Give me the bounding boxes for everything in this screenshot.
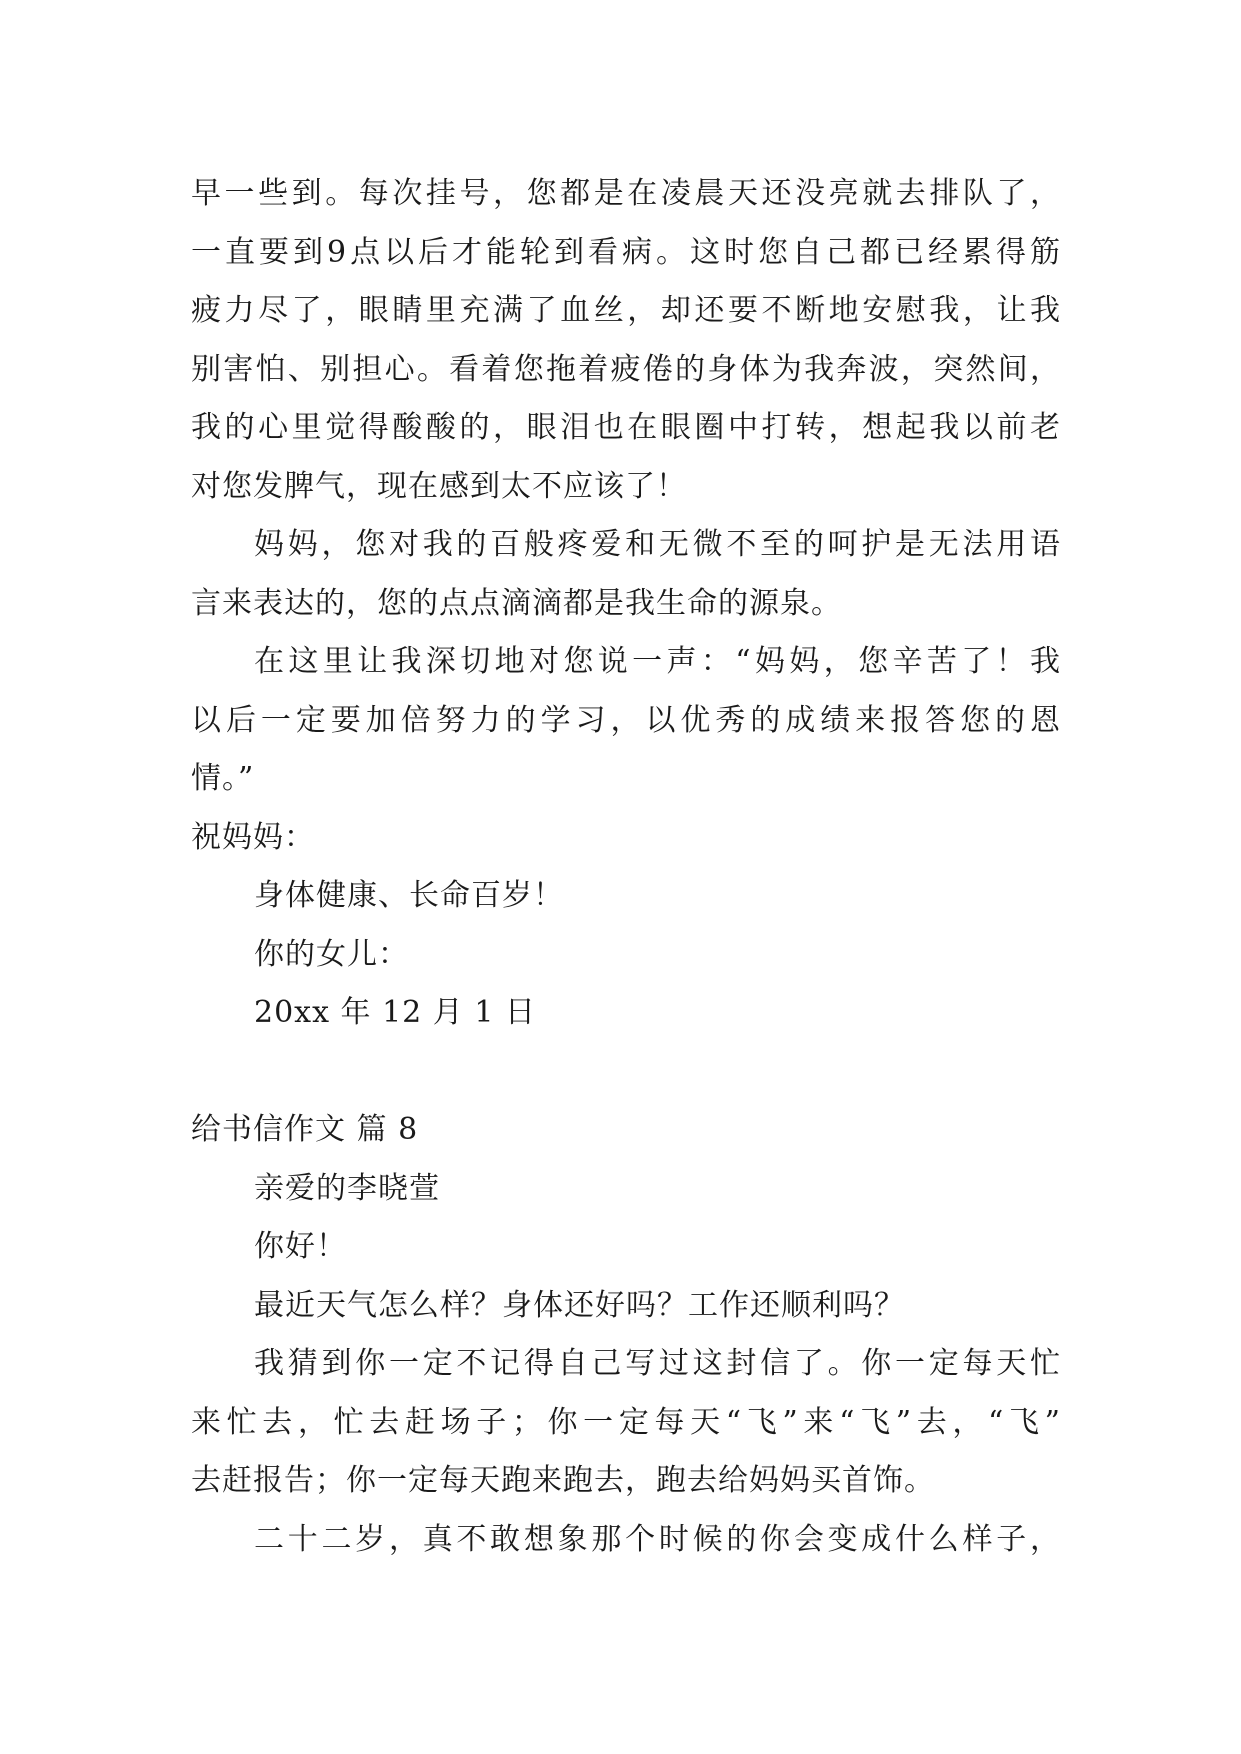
text-line: 亲爱的李晓萱 xyxy=(254,1170,440,1206)
text-line: 别害怕、别担心。看着您拖着疲倦的身体为我奔波，突然间， xyxy=(191,351,1061,387)
text-line: 以后一定要加倍努力的学习，以优秀的成绩来报答您的恩 xyxy=(191,702,1061,738)
text-line: 来忙去，忙去赶场子；你一定每天“飞”来“飞”去，“飞” xyxy=(191,1404,1061,1440)
text-line: 祝妈妈： xyxy=(191,819,315,855)
text-line: 你好！ xyxy=(254,1229,347,1264)
text-line: 去赶报告；你一定每天跑来跑去，跑去给妈妈买首饰。 xyxy=(191,1463,935,1498)
text-line: 情。” xyxy=(191,761,255,796)
letter-body xyxy=(191,165,1061,1569)
text-line: 疲力尽了，眼睛里充满了血丝，却还要不断地安慰我，让我 xyxy=(191,293,1061,328)
text-line: 身体健康、长命百岁！ xyxy=(254,878,564,913)
text-line: 我的心里觉得酸酸的，眼泪也在眼圈中打转，想起我以前老 xyxy=(191,410,1061,445)
text-line: 对您发脾气，现在感到太不应该了！ xyxy=(191,468,687,504)
text-line: 给书信作文 篇 8 xyxy=(191,1112,419,1147)
text-line: 最近天气怎么样？身体还好吗？工作还顺利吗？ xyxy=(254,1287,905,1323)
blank-line xyxy=(191,1043,1061,1102)
text-line: 妈妈，您对我的百般疼爱和无微不至的呵护是无法用语 xyxy=(254,527,1061,562)
text-line: 在这里让我深切地对您说一声：“妈妈，您辛苦了！我 xyxy=(254,644,1061,679)
text-line: 言来表达的，您的点点滴滴都是我生命的源泉。 xyxy=(191,585,842,621)
text-line: 一直要到9点以后才能轮到看病。这时您自己都已经累得筋 xyxy=(191,234,1061,270)
text-line: 你的女儿： xyxy=(254,936,409,972)
text-line: 20xx 年 12 月 1 日 xyxy=(254,995,536,1030)
text-line: 我猜到你一定不记得自己写过这封信了。你一定每天忙 xyxy=(254,1346,1061,1381)
text-line: 二十二岁，真不敢想象那个时候的你会变成什么样子， xyxy=(254,1521,1061,1557)
text-line: 早一些到。每次挂号，您都是在凌晨天还没亮就去排队了， xyxy=(191,176,1061,211)
